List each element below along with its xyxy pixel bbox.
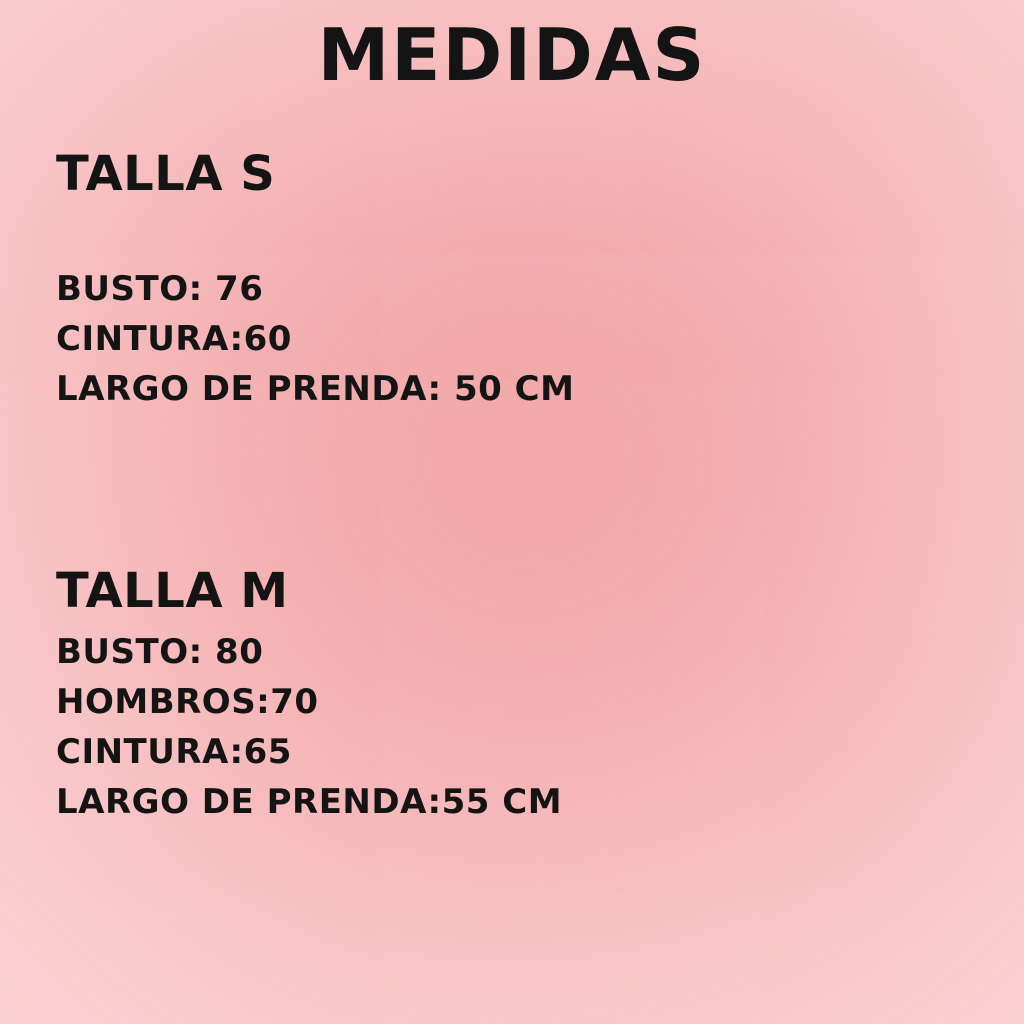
page-title: MEDIDAS <box>317 13 707 97</box>
size-s-measurements <box>56 264 574 414</box>
measurement-line-largo-m: LARGO DE PRENDA:55 CM <box>56 782 563 822</box>
size-m-heading: TALLA M <box>56 563 289 619</box>
measurement-line-cintura-m: CINTURA:65 <box>56 732 292 772</box>
size-m-measurements <box>56 627 562 827</box>
measurement-line-busto-s: BUSTO: 76 <box>56 269 264 309</box>
measurement-line-largo-s: LARGO DE PRENDA: 50 CM <box>56 369 575 409</box>
measurement-line-hombros-m: HOMBROS:70 <box>56 682 319 722</box>
measurement-line-busto-m: BUSTO: 80 <box>56 632 264 672</box>
heart-shape <box>83 71 988 976</box>
size-s-heading: TALLA S <box>56 146 276 202</box>
measurement-line-cintura-s: CINTURA:60 <box>56 319 292 359</box>
